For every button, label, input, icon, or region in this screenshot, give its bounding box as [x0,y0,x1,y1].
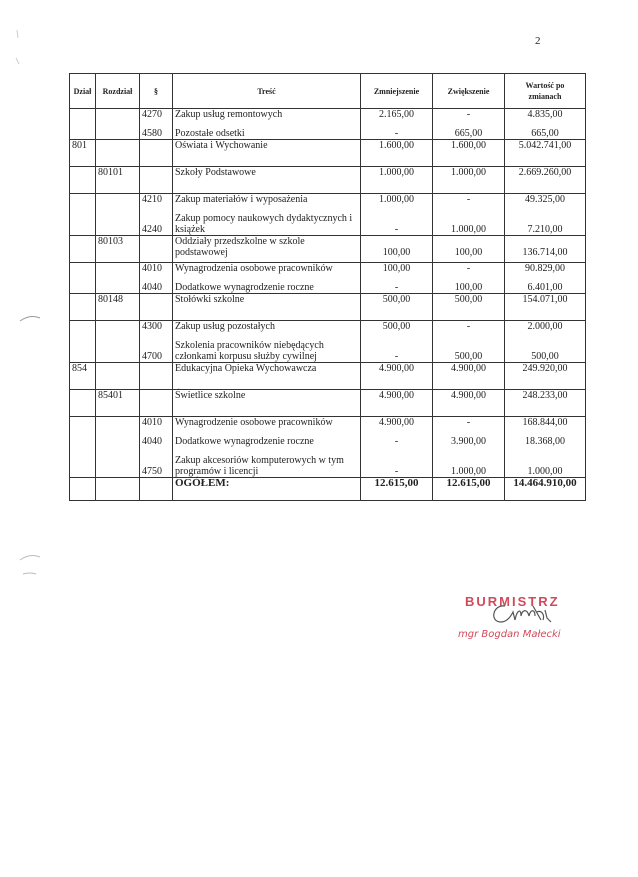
cell-wartosc [505,167,586,194]
cell-paragraf [140,263,173,294]
cell-dzial [70,417,96,478]
cell-paragraf [140,294,173,321]
cell-zwiekszenie-line: 1.000,00 [451,167,486,178]
cell-tresc-line: Świetlice szkolne [175,390,246,401]
cell-zwiekszenie-line: - [466,321,471,332]
cell-tresc-line: Wynagrodzenie osobowe pracowników [175,417,333,428]
cell-zwiekszenie [433,417,505,478]
cell-tresc [173,363,361,390]
cell-zmniejszenie-line: 100,00 [382,263,411,274]
cell-dzial [70,167,96,194]
cell-wartosc-line: 90.829,00 [525,263,565,274]
cell-zmniejszenie-line: 4.900,00 [379,390,414,401]
cell-wartosc-line: 49.325,00 [525,194,565,205]
cell-paragraf [140,390,173,417]
cell-dzial [70,109,96,140]
cell-paragraf [140,140,173,167]
cell-zwiekszenie [433,294,505,321]
cell-zmniejszenie-line: - [394,128,399,139]
cell-zmniejszenie-line: - [394,351,399,362]
cell-wartosc-line: 500,00 [531,351,559,362]
cell-paragraf-line: 4040 [142,282,162,293]
cell-tresc-line: Pozostałe odsetki [175,128,245,139]
cell-zmniejszenie-line: 1.600,00 [379,140,414,151]
cell-tresc [173,321,361,363]
table-row [70,194,586,236]
cell-dzial [70,194,96,236]
cell-paragraf-line: 4210 [142,194,162,205]
cell-paragraf-line: 4700 [142,351,162,362]
cell-zmniejszenie-line: 500,00 [382,321,411,332]
cell-zwiekszenie-line: 500,00 [454,351,483,362]
cell-tresc [173,294,361,321]
cell-rozdzial [96,194,140,236]
header-dzial: Dział [70,74,96,109]
total-zmniejszenie: 12.615,00 [361,478,433,501]
table-header-row [70,74,586,109]
cell-paragraf-line: 4270 [142,109,162,120]
cell-tresc [173,390,361,417]
cell-tresc-line: Dodatkowe wynagrodzenie roczne [175,282,314,293]
cell-tresc-line: Zakup usług remontowych [175,109,283,120]
page-number: 2 [535,35,541,47]
cell-zwiekszenie-line: - [466,417,471,428]
cell-wartosc-line: 136.714,00 [522,247,568,258]
cell-rozdzial: 80101 [96,167,140,194]
cell-zwiekszenie [433,140,505,167]
cell-zmniejszenie-line: - [394,282,399,293]
cell-wartosc [505,194,586,236]
cell-wartosc [505,109,586,140]
cell-zwiekszenie-line: - [466,263,471,274]
cell-wartosc-line: 154.071,00 [522,294,568,305]
table-row [70,109,586,140]
cell-zmniejszenie-line: 1.000,00 [379,167,414,178]
cell-paragraf-line: 4040 [142,436,162,447]
cell-zwiekszenie-line: 100,00 [454,282,483,293]
cell-rozdzial: 85401 [96,390,140,417]
cell-zmniejszenie [361,263,433,294]
table-body [70,109,586,478]
cell-zwiekszenie-line: 1.000,00 [451,466,486,477]
cell-paragraf-line: 4750 [142,466,162,477]
table-row [70,294,586,321]
total-zwiekszenie: 12.615,00 [433,478,505,501]
table-row [70,417,586,478]
cell-paragraf-line: 4010 [142,417,162,428]
cell-wartosc [505,140,586,167]
cell-zmniejszenie-line: 4.900,00 [379,417,414,428]
cell-tresc [173,263,361,294]
cell-tresc [173,167,361,194]
budget-table [69,73,586,501]
cell-rozdzial: 80148 [96,294,140,321]
cell-tresc [173,194,361,236]
cell-rozdzial [96,417,140,478]
cell-tresc-line: Wynagrodzenia osobowe pracowników [175,263,333,274]
cell-zwiekszenie [433,167,505,194]
cell-tresc-line: Zakup pomocy naukowych dydaktycznych i książek [175,213,353,235]
cell-tresc-line: Stołówki szkolne [175,294,245,305]
cell-wartosc-line: 2.669.260,00 [518,167,572,178]
cell-rozdzial [96,321,140,363]
table-row [70,321,586,363]
table-row [70,236,586,263]
cell-wartosc [505,363,586,390]
cell-wartosc-line: 168.844,00 [522,417,568,428]
cell-paragraf-line: 4010 [142,263,162,274]
cell-wartosc [505,321,586,363]
cell-zwiekszenie [433,363,505,390]
cell-zwiekszenie-line: - [466,109,471,120]
cell-paragraf [140,109,173,140]
stamp-title: BURMISTRZ [465,594,560,609]
cell-wartosc-line: 4.835,00 [527,109,563,120]
cell-zmniejszenie-line: - [394,224,399,235]
cell-zwiekszenie [433,194,505,236]
cell-paragraf-line: 4580 [142,128,162,139]
cell-dzial [70,321,96,363]
cell-dzial [70,390,96,417]
cell-paragraf-line: 4300 [142,321,162,332]
header-wartosc-line1: Wartość po [525,81,565,90]
cell-zmniejszenie [361,236,433,263]
cell-wartosc-line: 5.042.741,00 [518,140,572,151]
cell-wartosc-line: 7.210,00 [527,224,563,235]
cell-paragraf [140,167,173,194]
cell-wartosc [505,236,586,263]
cell-zmniejszenie-line: 100,00 [382,247,411,258]
cell-tresc [173,236,361,263]
cell-wartosc-line: 1.000,00 [527,466,563,477]
table-row [70,167,586,194]
cell-tresc-line: Szkolenia pracowników niebędących członkami korpusu służby cywilnej [175,340,324,362]
cell-zmniejszenie-line: 1.000,00 [379,194,414,205]
cell-wartosc-line: 249.920,00 [522,363,568,374]
cell-zmniejszenie-line: - [394,436,399,447]
cell-dzial: 801 [70,140,96,167]
stamp-name: mgr Bogdan Małecki [458,629,561,640]
scan-mark-lower [18,550,42,580]
cell-zwiekszenie-line: 4.900,00 [451,390,486,401]
table-row [70,390,586,417]
cell-wartosc [505,263,586,294]
cell-rozdzial [96,140,140,167]
cell-rozdzial [96,363,140,390]
cell-zwiekszenie-line: 100,00 [454,247,483,258]
total-row [70,478,586,501]
cell-zmniejszenie [361,294,433,321]
cell-tresc-line: Zakup materiałów i wyposażenia [175,194,308,205]
cell-dzial [70,294,96,321]
cell-zwiekszenie-line: 500,00 [454,294,483,305]
cell-tresc-line: Zakup akcesoriów komputerowych w tym programów i licencji [175,455,344,477]
header-wartosc [505,74,586,109]
cell-paragraf-line: 4240 [142,224,162,235]
cell-zmniejszenie [361,109,433,140]
cell-zwiekszenie [433,263,505,294]
cell-tresc [173,140,361,167]
cell-tresc-line: Szkoły Podstawowe [175,167,256,178]
cell-zmniejszenie [361,417,433,478]
header-paragraf: § [140,74,173,109]
cell-wartosc [505,417,586,478]
cell-tresc-line: Oświata i Wychowanie [175,140,268,151]
cell-zwiekszenie [433,321,505,363]
cell-paragraf [140,363,173,390]
header-zwiekszenie: Zwiększenie [433,74,505,109]
cell-rozdzial [96,109,140,140]
total-paragraf [140,478,173,501]
cell-wartosc-line: 248.233,00 [522,390,568,401]
cell-tresc-line: Edukacyjna Opieka Wychowawcza [175,363,317,374]
cell-wartosc-line: 665,00 [531,128,559,139]
total-wartosc: 14.464.910,00 [505,478,586,501]
cell-zwiekszenie-line: 665,00 [454,128,483,139]
header-wartosc-line2: zmianach [528,92,562,101]
cell-tresc [173,109,361,140]
table-row [70,263,586,294]
header-rozdzial: Rozdział [96,74,140,109]
cell-zwiekszenie-line: - [466,194,471,205]
cell-tresc [173,417,361,478]
cell-rozdzial: 80103 [96,236,140,263]
cell-paragraf [140,321,173,363]
cell-zmniejszenie-line: 4.900,00 [379,363,414,374]
cell-wartosc-line: 2.000,00 [527,321,563,332]
scan-mark-top [12,28,26,68]
cell-zmniejszenie [361,321,433,363]
signature-icon [475,592,575,632]
cell-zmniejszenie [361,140,433,167]
cell-paragraf [140,194,173,236]
cell-zmniejszenie [361,167,433,194]
cell-zmniejszenie [361,363,433,390]
table-row [70,140,586,167]
cell-zmniejszenie-line: 2.165,00 [379,109,414,120]
cell-wartosc [505,294,586,321]
cell-zwiekszenie-line: 3.900,00 [451,436,486,447]
cell-tresc-line: Oddziały przedszkolne w szkole podstawowej [175,236,305,258]
cell-zwiekszenie [433,109,505,140]
cell-zmniejszenie [361,194,433,236]
header-tresc: Treść [173,74,361,109]
cell-dzial: 854 [70,363,96,390]
cell-tresc-line: Zakup usług pozostałych [175,321,275,332]
cell-zwiekszenie [433,236,505,263]
cell-tresc-line: Dodatkowe wynagrodzenie roczne [175,436,314,447]
cell-wartosc-line: 18.368,00 [525,436,565,447]
cell-wartosc [505,390,586,417]
header-zmniejszenie: Zmniejszenie [361,74,433,109]
table-row [70,363,586,390]
cell-rozdzial [96,263,140,294]
cell-zwiekszenie [433,390,505,417]
cell-zwiekszenie-line: 1.000,00 [451,224,486,235]
cell-dzial [70,236,96,263]
cell-paragraf [140,236,173,263]
cell-zwiekszenie-line: 1.600,00 [451,140,486,151]
cell-wartosc-line: 6.401,00 [527,282,563,293]
cell-zmniejszenie [361,390,433,417]
total-dzial [70,478,96,501]
cell-zmniejszenie-line: 500,00 [382,294,411,305]
total-label: OGÓŁEM: [173,478,361,501]
cell-zwiekszenie-line: 4.900,00 [451,363,486,374]
cell-paragraf [140,417,173,478]
cell-dzial [70,263,96,294]
total-rozdzial [96,478,140,501]
cell-zmniejszenie-line: - [394,466,399,477]
scan-mark-middle [18,312,42,324]
